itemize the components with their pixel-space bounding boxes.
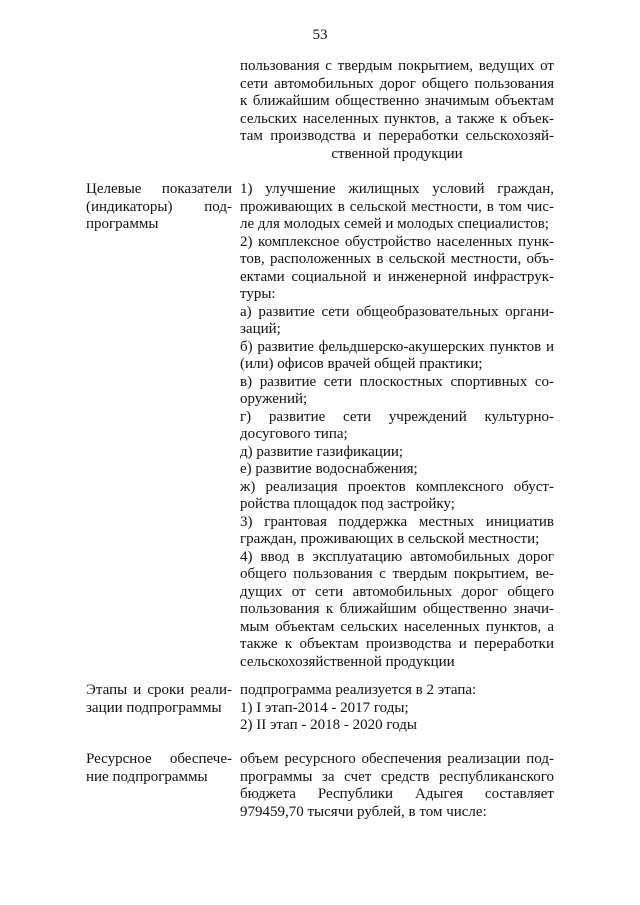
text-line: е) развитие водоснабжения; [240, 461, 418, 477]
text-line: 3) грантовая поддержка местных инициатив [240, 513, 554, 530]
text-line: 1) улучшение жилищных условий граждан, [240, 181, 554, 197]
text-line: граждан, проживающих в сельской местности; [240, 531, 540, 547]
text-line: д) развитие газификации; [240, 443, 404, 460]
page-number: 53 [312, 27, 328, 43]
text-line: в) развитие сети плоскостных спортивных со- [240, 373, 554, 390]
text-line: ле для молодых семей и молодых специалистов; [240, 216, 549, 232]
text-line: б) развитие фельдшерско-акушерских пунктов и [240, 338, 554, 355]
text-line: подпрограмма реализуется в 2 этапа: [240, 682, 477, 698]
text-line: ройства площадок под застройку; [240, 496, 455, 512]
text-line: сельскохозяйственной продукции [240, 653, 455, 670]
row-label-resources [86, 751, 232, 786]
text-line: ственной продукции [331, 145, 463, 162]
text-line: пользования с твердым покрытием, ведущих от [240, 58, 554, 74]
text-line: также к объектам производства и переработки [240, 636, 554, 652]
text-line: сельских населенных пунктов, а также к объек- [240, 110, 554, 127]
text-line: 979459,70 тысячи рублей, в том числе: [240, 803, 487, 820]
text-line: к ближайшим общественно значимым объектам [240, 93, 554, 109]
text-line: общего пользования с твердым покрытием, ве- [240, 566, 554, 582]
text-line: ж) реализация проектов комплексного обуст- [240, 478, 554, 495]
text-line: г) развитие сети учреждений культурно- [240, 408, 554, 425]
text-line: 2) комплексное обустройство населенных пунк- [240, 233, 554, 250]
text-line: мым объектам сельских населенных пунктов, а [240, 618, 554, 635]
label-line: Целевые показатели [86, 181, 232, 197]
text-line: объем ресурсного обеспечения реализации под- [240, 751, 554, 767]
label-line: зации подпрограммы [86, 699, 222, 716]
text-line: бюджета Республики Адыгея составляет [240, 786, 554, 802]
text-line: 4) ввод в эксплуатацию автомобильных дорог [240, 548, 554, 565]
text-line: ектами социальной и инженерной инфраструк- [240, 268, 554, 285]
text-line: оружений; [240, 391, 308, 407]
continuation-text [240, 58, 554, 163]
text-line: заций; [240, 321, 281, 337]
row-content-resources [240, 751, 554, 821]
row-label-stages [86, 682, 232, 717]
row-content-stages [240, 682, 554, 735]
label-line: ние подпрограммы [86, 768, 208, 785]
text-line: 1) I этап-2014 - 2017 годы; [240, 699, 409, 716]
text-line: досугового типа; [240, 426, 348, 442]
text-line: тов, расположенных в сельской местности, объ- [240, 251, 554, 267]
text-line: а) развитие сети общеобразовательных органи- [240, 303, 554, 320]
text-line: проживающих в сельской местности, в том чис- [240, 198, 554, 215]
text-line: там производства и переработки сельскохозяй- [240, 128, 554, 144]
row-content-target-indicators [240, 181, 554, 671]
text-line: пользования к ближайшим общественно значи- [240, 601, 554, 617]
label-line: программы [86, 216, 159, 232]
label-line: Ресурсное обеспече- [86, 751, 232, 767]
label-line: (индикаторы) под- [86, 198, 232, 215]
row-label-target-indicators [86, 181, 232, 234]
text-line: дущих от сети автомобильных дорог общего [240, 583, 554, 600]
text-line: 2) II этап - 2018 - 2020 годы [240, 717, 417, 733]
text-line: туры: [240, 286, 276, 302]
text-line: сети автомобильных дорог общего пользования [240, 75, 554, 92]
text-line: (или) офисов врачей общей практики; [240, 356, 483, 372]
label-line: Этапы и сроки реали- [86, 682, 232, 698]
text-line: программы за счет средств республиканского [240, 768, 554, 785]
